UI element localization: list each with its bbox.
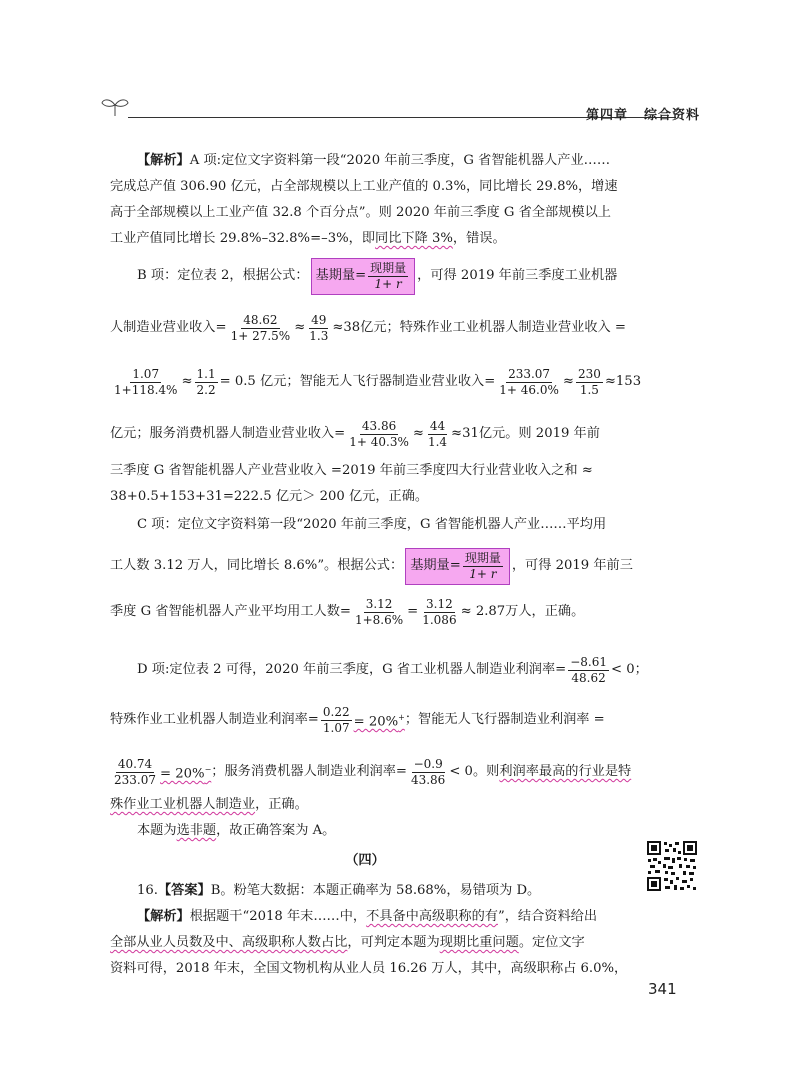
fraction: $\frac{233.07}{1+ 46.0\%}$ (499, 366, 559, 397)
wavy-underline: 选非题 (176, 823, 217, 838)
b-line-3: $\frac{1.07}{1+118.4\%}$ ≈ $\frac{1.1}{2.2}$ = 0.5 亿元；智能无人飞行器制造业营业收入= $\frac{233.07}{1+ 46.0\%}$ ≈ $\frac{230}{1.5}$ ≈153 (114, 366, 642, 397)
wavy-underline: 殊作业工业机器人制造业 (110, 797, 256, 812)
c-line-1: C 项：定位文字资料第一段“2020 年前三季度，G 省智能机器人产业……平均用 (137, 517, 607, 532)
b-line-6: 38+0.5+153+31=222.5 亿元＞ 200 亿元，正确。 (110, 489, 429, 504)
fraction: $\frac{44}{1.4}$ (427, 418, 448, 449)
fraction: $\frac{1.1}{2.2}$ (196, 366, 216, 397)
fraction: $\frac{-0.9}{43.86}$ (410, 756, 446, 787)
analysis-tag: 【解析】 (137, 909, 190, 924)
c-line-2: 工人数 3.12 万人，同比增长 8.6%”。根据公式： 基期量= $\frac{\text{现期量}}{1+ r}$ ，可得 2019 年前三 (110, 546, 620, 586)
answer-tag: 【答案】 (157, 883, 211, 898)
fraction: $\frac{49}{1.3}$ (309, 312, 329, 343)
fraction: $\frac{43.86}{1+ 40.3\%}$ (349, 418, 409, 449)
formula-highlight: 基期量= $\frac{\text{现期量}}{1+ r}$ (405, 548, 510, 585)
d-line-3: $\frac{40.74}{233.07}$ = 20%− ；服务消费机器人制造业利润率= $\frac{-0.9}{43.86}$ < 0。则 利润率最高的行业是特 (114, 756, 632, 787)
q16-analysis-line-3: 资料可得，2018 年末，全国文物机构从业人员 16.26 万人，其中，高级职称占 6.0%， (110, 961, 628, 976)
b-line-4: 亿元；服务消费机器人制造业营业收入= $\frac{43.86}{1+ 40.3\%}$ ≈ $\frac{44}{1.4}$ ≈31亿元。则 2019 年前 (110, 418, 600, 449)
fraction: $\frac{230}{1.5}$ (577, 366, 601, 397)
page-number: 341 (648, 980, 677, 998)
wavy-underline: 全部从业人员数及中、高级职称人数占比 (110, 935, 348, 950)
wavy-underline: 现期比重问题 (439, 935, 519, 950)
a-line-4: 工业产值同比增长 29.8%–32.8%=–3%，即 同比下降 3% ，错误。 (110, 226, 620, 252)
wavy-underline: 不具备中高级职称的有 (366, 909, 498, 924)
section-label: 综合资料 (643, 108, 700, 123)
page-body (110, 148, 648, 982)
b-line-2: 人制造业营业收入= $\frac{48.62}{1+ 27.5\%}$ ≈ $\frac{49}{1.3}$ ≈38亿元；特殊作业工业机器人制造业营业收入 = (110, 312, 626, 343)
chapter-heading (586, 104, 700, 123)
formula-fraction: $\frac{\text{现期量}}{1+ r}$ (464, 550, 501, 581)
b-line-5: 三季度 G 省智能机器人产业营业收入 =2019 年前三季度四大行业营业收入之和 ≈ (110, 463, 593, 478)
formula-fraction: $\frac{\text{现期量}}{1+ r}$ (370, 260, 407, 291)
chapter-label: 第四章 (585, 108, 628, 123)
wavy-underline: 同比下降 3% (375, 231, 453, 246)
wavy-underline: 利润率最高的行业是特 (499, 764, 632, 779)
wavy-underline: = 20%+ (353, 712, 405, 730)
fraction: $\frac{40.74}{233.07}$ (114, 756, 156, 787)
page-header (100, 96, 702, 126)
wavy-underline: = 20%− (160, 764, 212, 782)
b-line-1: B 项：定位表 2，根据公式： 基期量= $\frac{\text{现期量}}{1+ r}$ ，可得 2019 年前三季度工业机器 (110, 256, 620, 296)
q16-analysis-line-1: 【解析】 根据题干“2018 年末……中， 不具备中高级职称的有 ”，结合资料给出 (110, 904, 620, 930)
conclusion-line: 本题为 选非题 ，故正确答案为 A。 (110, 818, 620, 844)
q16-answer-line: 16. 【答案】 B。粉笔大数据：本题正确率为 58.68%，易错项为 D。 (110, 878, 620, 904)
a-line-2: 完成总产值 306.90 亿元，占全部规模以上工业产值的 0.3%，同比增长 29.8%，增速 (110, 179, 618, 194)
fraction: $\frac{3.12}{1.086}$ (422, 596, 457, 627)
a-line-3: 高于全部规模以上工业产值 32.8 个百分点”。则 2020 年前三季度 G 省全部规模以上 (110, 205, 611, 220)
d-line-1: D 项:定位表 2 可得，2020 年前三季度，G 省工业机器人制造业利润率= $\frac{-8.61}{48.62}$ < 0； (137, 654, 648, 685)
d-line-4: 殊作业工业机器人制造业 ，正确。 (110, 792, 620, 818)
qr-code-icon (646, 840, 698, 892)
sprout-icon (100, 94, 130, 118)
fraction: $\frac{1.07}{1+118.4\%}$ (114, 366, 178, 397)
fraction: $\frac{3.12}{1+8.6\%}$ (354, 596, 404, 627)
fraction: $\frac{0.22}{1.07}$ (322, 704, 350, 735)
formula-highlight: 基期量= $\frac{\text{现期量}}{1+ r}$ (311, 258, 416, 295)
analysis-tag: 【解析】 (137, 153, 190, 168)
fraction: $\frac{-8.61}{48.62}$ (570, 654, 607, 685)
section-title: （四） (345, 853, 385, 868)
a-line-1: 【解析】A 项:定位文字资料第一段“2020 年前三季度，G 省智能机器人产业…… (137, 153, 611, 168)
c-line-3: 季度 G 省智能机器人产业平均用工人数= $\frac{3.12}{1+8.6\%}$ = $\frac{3.12}{1.086}$ ≈ 2.87万人，正确。 (110, 596, 585, 627)
q16-analysis-line-2: 全部从业人员数及中、高级职称人数占比 ，可判定本题为 现期比重问题 。定位文字 (110, 930, 620, 956)
fraction: $\frac{48.62}{1+ 27.5\%}$ (230, 312, 291, 343)
d-line-2: 特殊作业工业机器人制造业利润率= $\frac{0.22}{1.07}$ = 20%+ ；智能无人飞行器制造业利润率 = (110, 704, 605, 735)
